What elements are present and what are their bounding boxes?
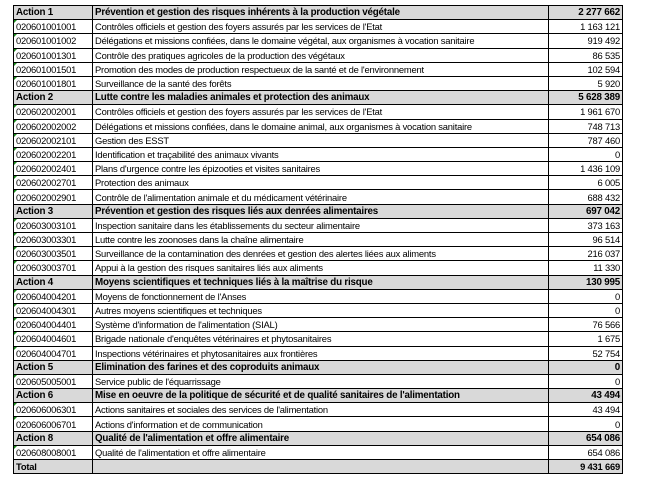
label-cell: Plans d'urgence contre les épizooties et visites sanitaires	[93, 162, 549, 176]
code-cell: 020601001301	[14, 48, 93, 62]
amount-cell: 43 494	[549, 403, 623, 417]
amount-cell: 0	[549, 360, 623, 374]
table-row	[14, 303, 623, 317]
amount-cell: 11 330	[549, 261, 623, 275]
label-cell: Délégations et missions confiées, dans le domaine végétal, aux organismes à vocation sanitaire	[93, 34, 549, 48]
table-row	[14, 332, 623, 346]
table-row	[14, 76, 623, 90]
amount-cell: 919 492	[549, 34, 623, 48]
label-cell: Moyens de fonctionnement de l'Anses	[93, 289, 549, 303]
table-row	[14, 247, 623, 261]
label-cell: Contrôles officiels et gestion des foyers assurés par les services de l'Etat	[93, 105, 549, 119]
label-cell: Surveillance de la contamination des denrées et gestion des alertes liées aux aliments	[93, 247, 549, 261]
table-row	[14, 261, 623, 275]
amount-cell: 102 594	[549, 62, 623, 76]
label-cell: Identification et traçabilité des animaux vivants	[93, 147, 549, 161]
amount-cell: 5 628 389	[549, 91, 623, 105]
code-cell: 020602002201	[14, 147, 93, 161]
amount-cell: 43 494	[549, 389, 623, 403]
code-cell: 020603003101	[14, 218, 93, 232]
code-cell: 020604004701	[14, 346, 93, 360]
action-row	[14, 431, 623, 445]
table-row	[14, 119, 623, 133]
total-row	[14, 460, 623, 474]
table-row	[14, 403, 623, 417]
table-row	[14, 48, 623, 62]
action-row	[14, 360, 623, 374]
amount-cell: 2 277 662	[549, 6, 623, 20]
budget-table	[13, 5, 623, 474]
amount-cell: 1 961 670	[549, 105, 623, 119]
code-cell: 020601001001	[14, 20, 93, 34]
code-cell: 020602002401	[14, 162, 93, 176]
table-row	[14, 417, 623, 431]
code-cell: 020602002002	[14, 119, 93, 133]
amount-cell: 0	[549, 374, 623, 388]
code-cell: 020603003501	[14, 247, 93, 261]
label-cell: Actions d'information et de communication	[93, 417, 549, 431]
amount-cell: 787 460	[549, 133, 623, 147]
code-cell: 020604004201	[14, 289, 93, 303]
code-cell: 020602002701	[14, 176, 93, 190]
code-cell: Action 6	[14, 389, 93, 403]
label-cell: Brigade nationale d'enquêtes vétérinaires et phytosanitaires	[93, 332, 549, 346]
label-cell: Qualité de l'alimentation et offre alimentaire	[93, 431, 549, 445]
table-row	[14, 62, 623, 76]
amount-cell: 1 675	[549, 332, 623, 346]
label-cell: Contrôles officiels et gestion des foyers assurés par les services de l'Etat	[93, 20, 549, 34]
action-row	[14, 275, 623, 289]
label-cell	[93, 460, 549, 474]
code-cell: 020602002101	[14, 133, 93, 147]
amount-cell: 96 514	[549, 233, 623, 247]
amount-cell: 130 995	[549, 275, 623, 289]
amount-cell: 0	[549, 147, 623, 161]
action-row	[14, 204, 623, 218]
label-cell: Appui à la gestion des risques sanitaires liés aux aliments	[93, 261, 549, 275]
amount-cell: 654 086	[549, 445, 623, 459]
code-cell: 020604004601	[14, 332, 93, 346]
action-row	[14, 389, 623, 403]
amount-cell: 373 163	[549, 218, 623, 232]
amount-cell: 76 566	[549, 318, 623, 332]
code-cell: 020608008001	[14, 445, 93, 459]
label-cell: Système d'information de l'alimentation (SIAL)	[93, 318, 549, 332]
amount-cell: 0	[549, 289, 623, 303]
code-cell: 020606006301	[14, 403, 93, 417]
code-cell: Action 8	[14, 431, 93, 445]
code-cell: 020605005001	[14, 374, 93, 388]
code-cell: 020602002901	[14, 190, 93, 204]
table-row	[14, 162, 623, 176]
label-cell: Prévention et gestion des risques liés aux denrées alimentaires	[93, 204, 549, 218]
label-cell: Lutte contre les zoonoses dans la chaîne alimentaire	[93, 233, 549, 247]
amount-cell: 697 042	[549, 204, 623, 218]
label-cell: Mise en oeuvre de la politique de sécurité et de qualité sanitaires de l'alimentation	[93, 389, 549, 403]
code-cell: 020603003301	[14, 233, 93, 247]
table-row	[14, 133, 623, 147]
amount-cell: 9 431 669	[549, 460, 623, 474]
code-cell: 020601001501	[14, 62, 93, 76]
code-cell: 020604004301	[14, 303, 93, 317]
code-cell: Action 2	[14, 91, 93, 105]
label-cell: Contrôle des pratiques agricoles de la production des végétaux	[93, 48, 549, 62]
amount-cell: 86 535	[549, 48, 623, 62]
label-cell: Qualité de l'alimentation et offre alimentaire	[93, 445, 549, 459]
label-cell: Actions sanitaires et sociales des services de l'alimentation	[93, 403, 549, 417]
amount-cell: 688 432	[549, 190, 623, 204]
table-row	[14, 176, 623, 190]
code-cell: 020604004401	[14, 318, 93, 332]
table-row	[14, 346, 623, 360]
amount-cell: 6 005	[549, 176, 623, 190]
code-cell: 020603003701	[14, 261, 93, 275]
table-row	[14, 289, 623, 303]
label-cell: Service public de l'équarrissage	[93, 374, 549, 388]
table-row	[14, 20, 623, 34]
label-cell: Gestion des ESST	[93, 133, 549, 147]
label-cell: Protection des animaux	[93, 176, 549, 190]
code-cell: Action 1	[14, 6, 93, 20]
amount-cell: 654 086	[549, 431, 623, 445]
label-cell: Autres moyens scientifiques et techniques	[93, 303, 549, 317]
code-cell: 020601001801	[14, 76, 93, 90]
label-cell: Lutte contre les maladies animales et protection des animaux	[93, 91, 549, 105]
amount-cell: 52 754	[549, 346, 623, 360]
code-cell: 020601001002	[14, 34, 93, 48]
amount-cell: 216 037	[549, 247, 623, 261]
action-row	[14, 6, 623, 20]
table-row	[14, 105, 623, 119]
amount-cell: 1 163 121	[549, 20, 623, 34]
code-cell: Action 5	[14, 360, 93, 374]
table-row	[14, 374, 623, 388]
table-row	[14, 34, 623, 48]
table-row	[14, 190, 623, 204]
amount-cell: 0	[549, 417, 623, 431]
code-cell: Total	[14, 460, 93, 474]
code-cell: Action 3	[14, 204, 93, 218]
amount-cell: 0	[549, 303, 623, 317]
action-row	[14, 91, 623, 105]
amount-cell: 5 920	[549, 76, 623, 90]
table-row	[14, 445, 623, 459]
table-row	[14, 318, 623, 332]
table-row	[14, 233, 623, 247]
label-cell: Surveillance de la santé des forêts	[93, 76, 549, 90]
label-cell: Inspections vétérinaires et phytosanitaires aux frontières	[93, 346, 549, 360]
code-cell: Action 4	[14, 275, 93, 289]
table-row	[14, 218, 623, 232]
label-cell: Prévention et gestion des risques inhérents à la production végétale	[93, 6, 549, 20]
label-cell: Elimination des farines et des coproduits animaux	[93, 360, 549, 374]
code-cell: 020602002001	[14, 105, 93, 119]
code-cell: 020606006701	[14, 417, 93, 431]
label-cell: Inspection sanitaire dans les établissements du secteur alimentaire	[93, 218, 549, 232]
label-cell: Promotion des modes de production respectueux de la santé et de l'environnement	[93, 62, 549, 76]
label-cell: Contrôle de l'alimentation animale et du médicament vétérinaire	[93, 190, 549, 204]
label-cell: Moyens scientifiques et techniques liés à la maîtrise du risque	[93, 275, 549, 289]
label-cell: Délégations et missions confiées, dans le domaine animal, aux organismes à vocation sanitaire	[93, 119, 549, 133]
amount-cell: 1 436 109	[549, 162, 623, 176]
table-row	[14, 147, 623, 161]
amount-cell: 748 713	[549, 119, 623, 133]
